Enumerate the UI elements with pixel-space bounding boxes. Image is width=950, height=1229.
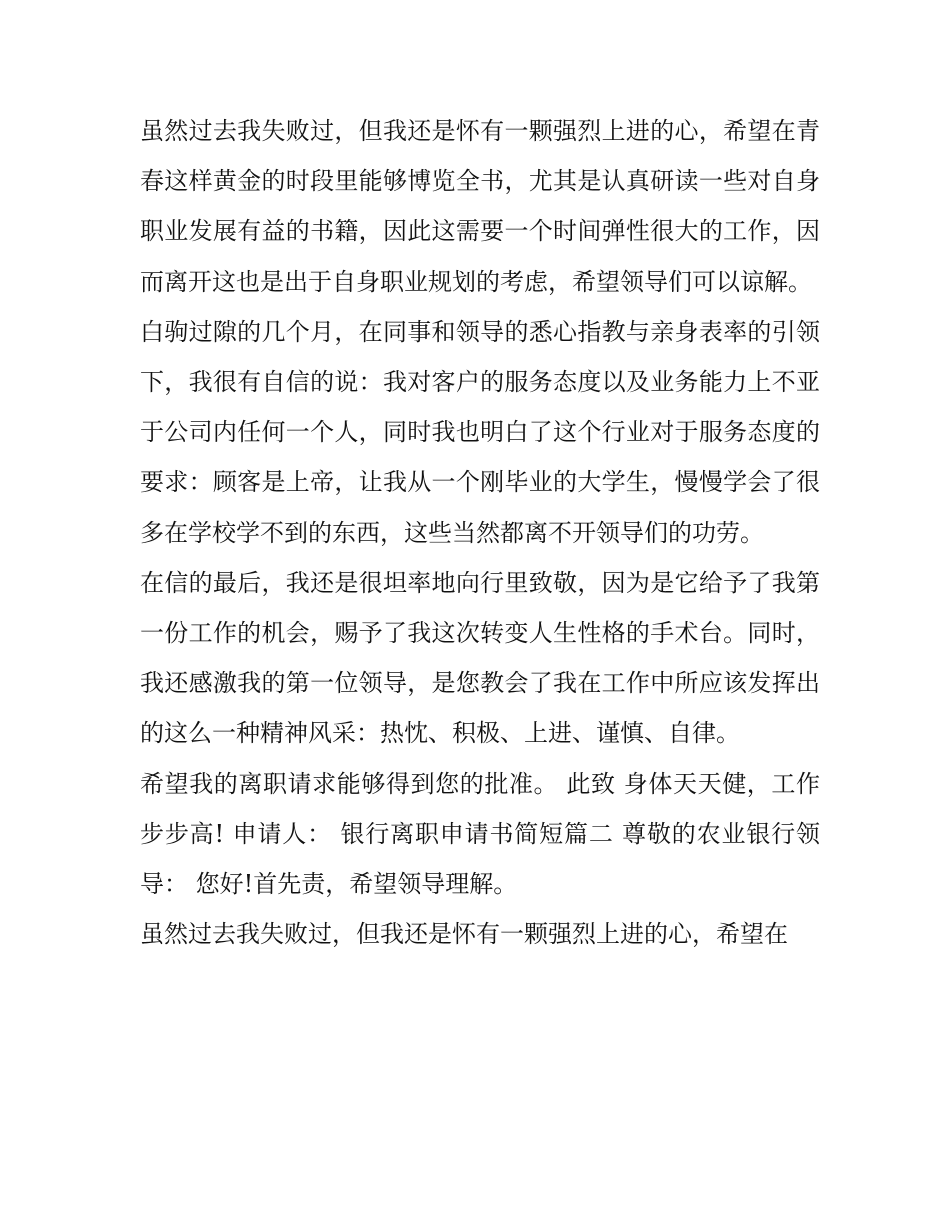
paragraph-1: 虽然过去我失败过，但我还是怀有一颗强烈上进的心，希望在青春这样黄金的时段里能够博览全书，尤其是认真研读一些对自身职业发展有益的书籍，因此这需要一个时间弹性很大的工作，因而离开这也是出于自身职业规划的考虑，希望领导们可以谅解。 bbox=[140, 117, 820, 296]
paragraph-5: 虽然过去我失败过，但我还是怀有一颗强烈上进的心，希望在 bbox=[140, 920, 788, 949]
paragraph-4: 希望我的离职请求能够得到您的批准。 此致 身体天天健，工作步步高! 申请人： 银行离职申请书简短篇二 尊敬的农业银行领导： 您好!首先责，希望领导理解。 bbox=[140, 769, 820, 899]
paragraph-3: 在信的最后，我还是很坦率地向行里致敬，因为是它给予了我第一份工作的机会，赐予了我这次转变人生性格的手术台。同时，我还感激我的第一位领导，是您教会了我在工作中所应该发挥出的这么一种精神风采：热忱、积极、上进、谨慎、自律。 bbox=[140, 568, 820, 748]
paragraph-2: 白驹过隙的几个月，在同事和领导的悉心指教与亲身表率的引领下，我很有自信的说：我对客户的服务态度以及业务能力上不亚于公司内任何一个人，同时我也明白了这个行业对于服务态度的要求：顾客是上帝，让我从一个刚毕业的大学生，慢慢学会了很多在学校学不到的东西，这些当然都离不开领导们的功劳。 bbox=[140, 317, 820, 547]
document-body bbox=[140, 106, 820, 959]
